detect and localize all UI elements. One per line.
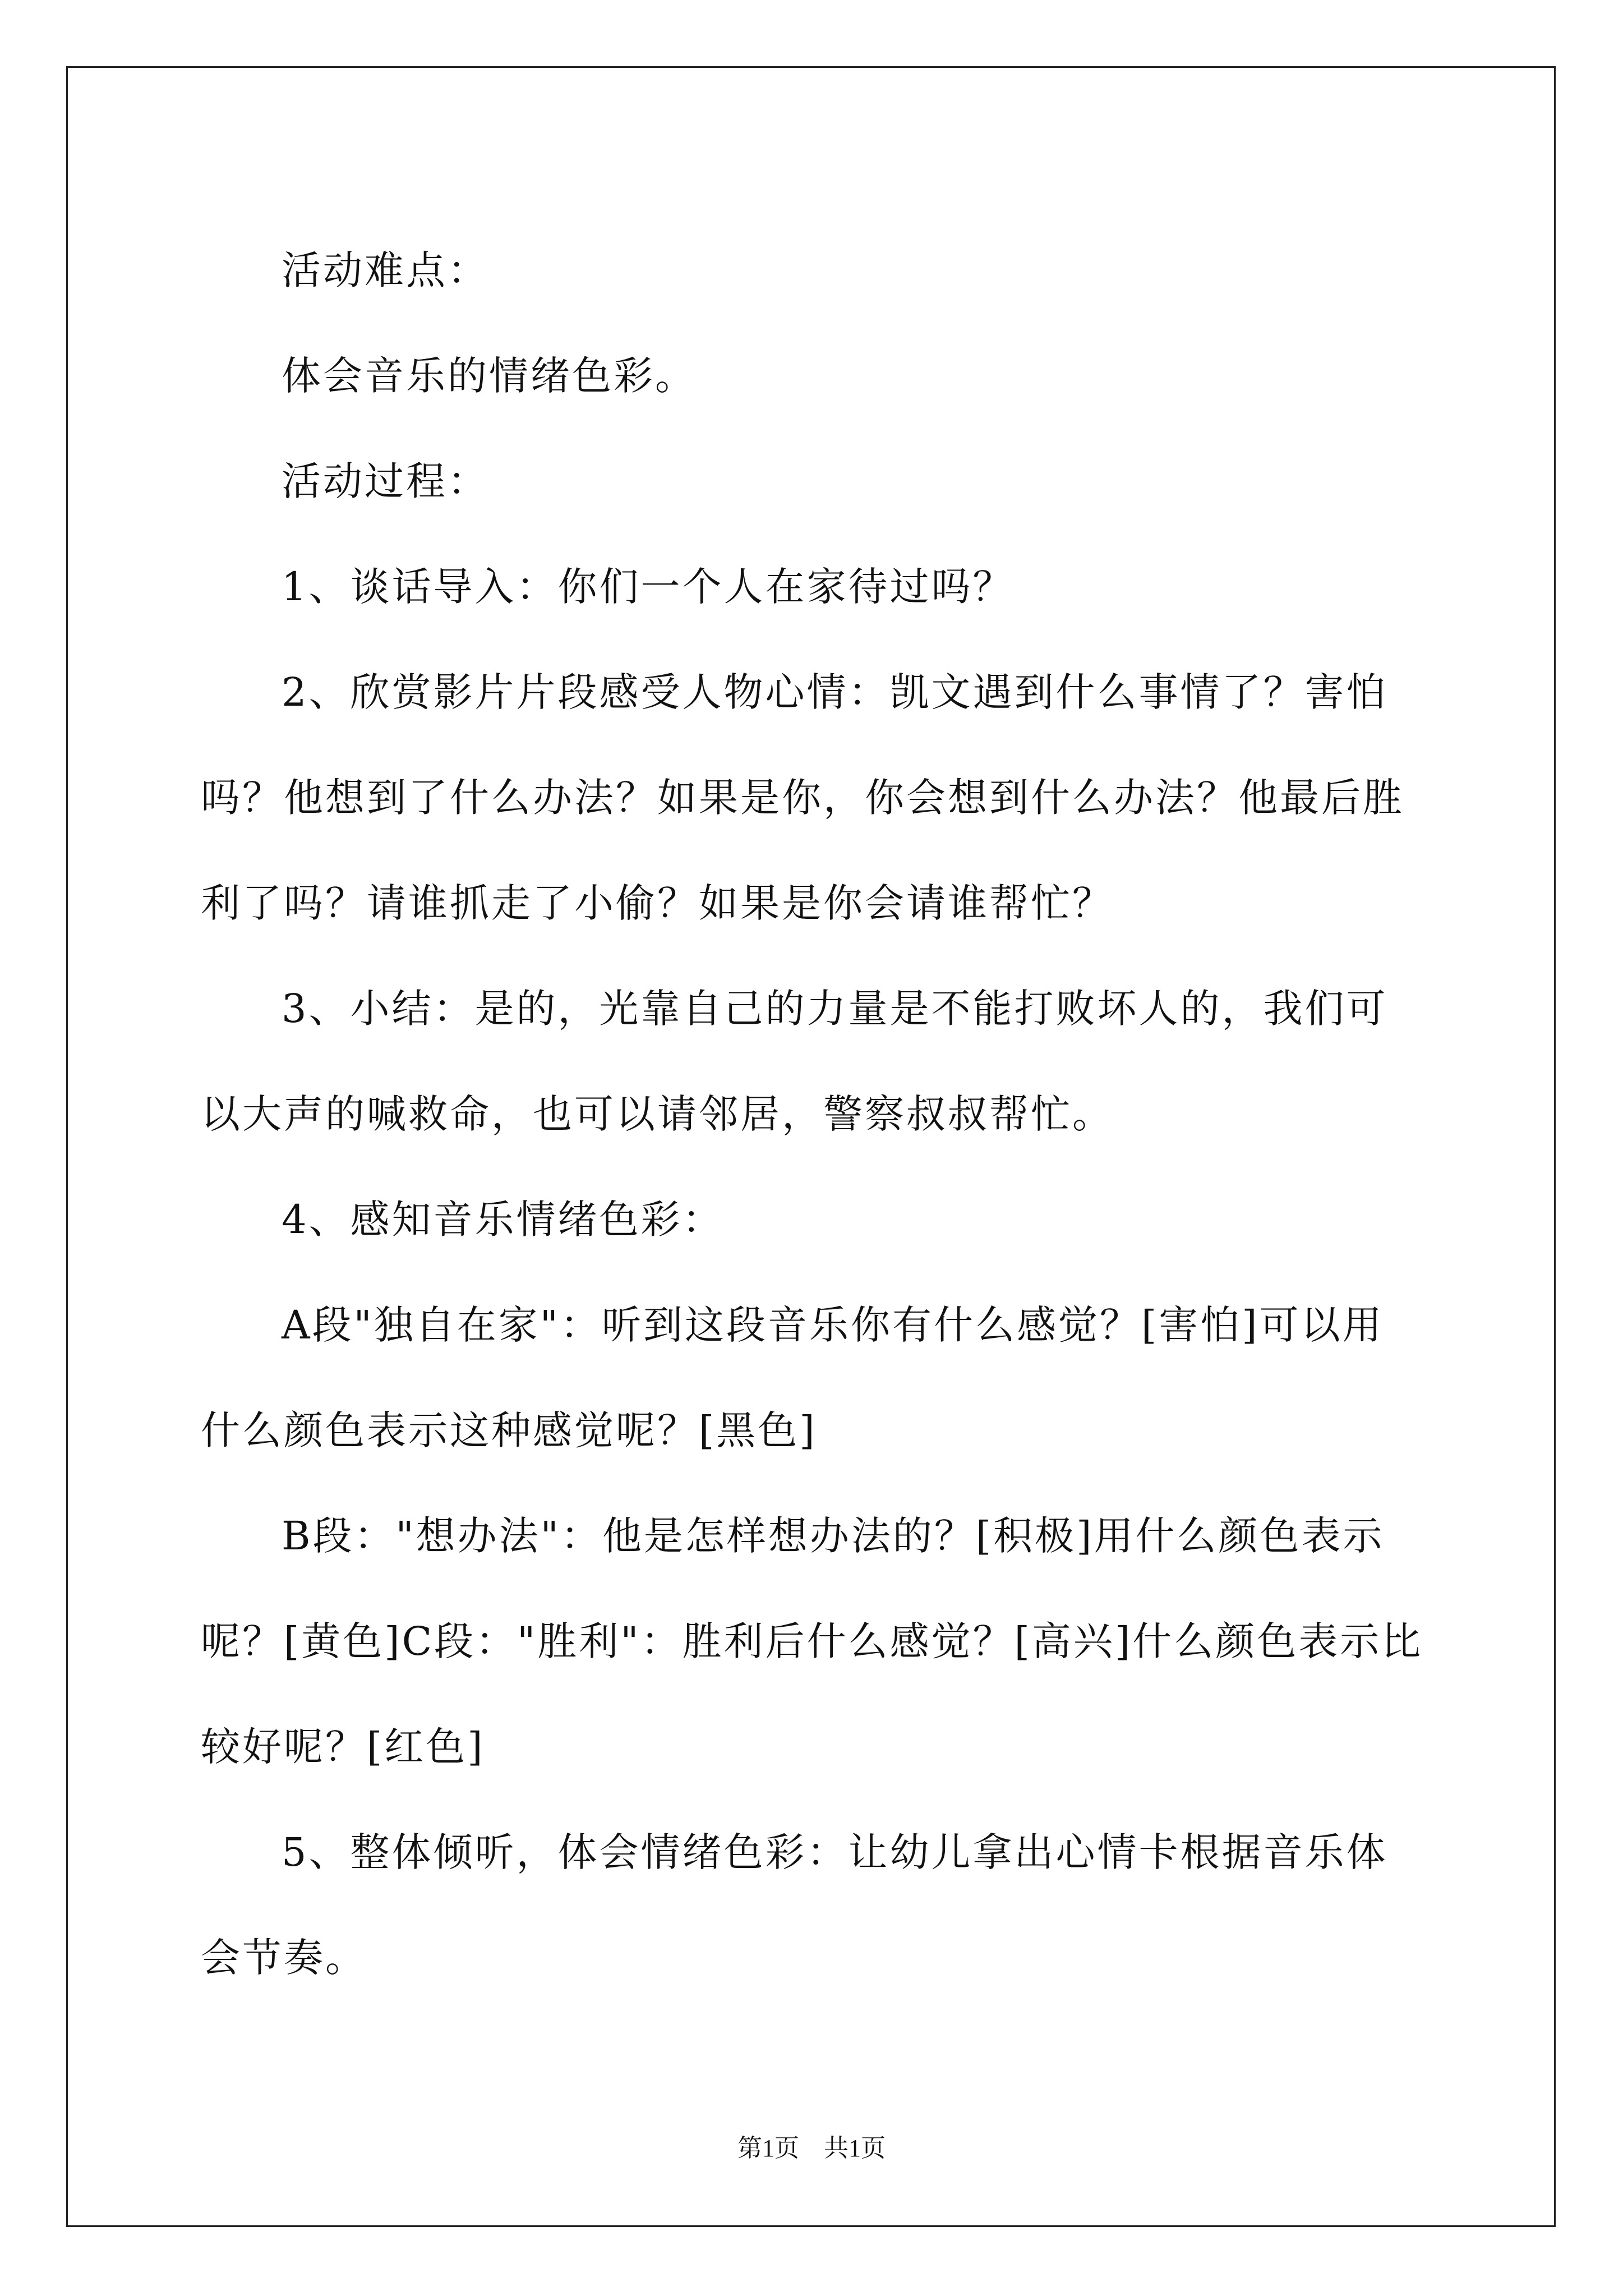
paragraph-step-4: 4、感知音乐情绪色彩： — [282, 1197, 724, 1243]
paragraph-step-2: 2、欣赏影片片段感受人物心情：凯文遇到什么事情了？害怕吗？他想到了什么办法？如果是你，你会想到什么办法？他最后胜利了吗？请谁抓走了小偷？如果是你会请谁帮忙？ — [201, 669, 1404, 926]
paragraph-section-a: A段"独自在家"：听到这段音乐你有什么感觉？[害怕]可以用什么颜色表示这种感觉呢？[黑色] — [201, 1302, 1384, 1453]
heading-activity-difficulty: 活动难点： — [282, 247, 489, 293]
paragraph-step-3: 3、小结：是的，光靠自己的力量是不能打败坏人的，我们可以大声的喊救命，也可以请邻居，警察叔叔帮忙。 — [201, 986, 1388, 1137]
paragraph-difficulty-text: 体会音乐的情绪色彩。 — [282, 353, 697, 399]
page-number-footer: 第1页 共1页 — [737, 2134, 886, 2162]
document-body — [201, 218, 1423, 2010]
paragraph-section-b-c: B段："想办法"：他是怎样想办法的？[积极]用什么颜色表示呢？[黄色]C段："胜利"：胜利后什么感觉？[高兴]什么颜色表示比较好呢？[红色] — [201, 1513, 1423, 1770]
heading-activity-process: 活动过程： — [282, 458, 489, 504]
paragraph-step-1: 1、谈话导入：你们一个人在家待过吗？ — [282, 564, 1015, 610]
paragraph-step-5: 5、整体倾听，体会情绪色彩：让幼儿拿出心情卡根据音乐体会节奏。 — [201, 1829, 1388, 1981]
